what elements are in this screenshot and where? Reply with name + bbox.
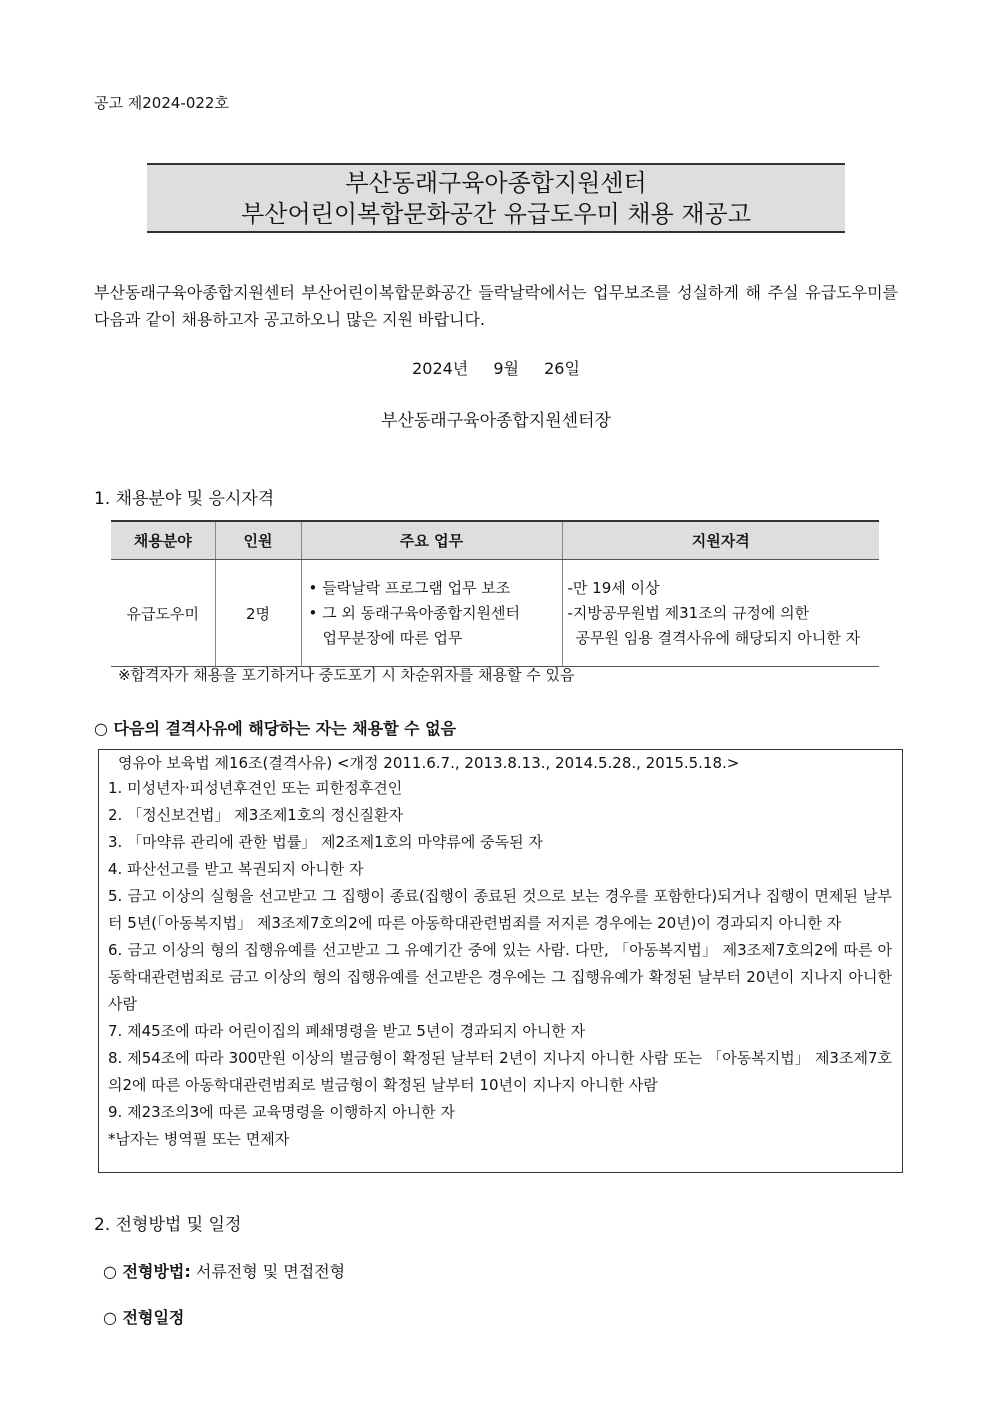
issuer: 부산동래구육아종합지원센터장 <box>381 411 611 431</box>
list-item: 7. 제45조에 따라 어린이집의 폐쇄명령을 받고 5년이 경과되지 아니한 자 <box>108 1022 586 1040</box>
cell-field: 유급도우미 <box>111 560 215 667</box>
date-month: 9월 <box>493 359 519 378</box>
disqualification-heading: ○ 다음의 결격사유에 해당하는 자는 채용할 수 없음 <box>94 719 457 738</box>
section-2-heading: 2. 전형방법 및 일정 <box>94 1215 242 1235</box>
list-item: 9. 제23조의3에 따른 교육명령을 이행하지 아니한 자 <box>108 1103 455 1121</box>
title-line-1: 부산동래구육아종합지원센터 <box>345 169 647 197</box>
date-day: 26일 <box>544 359 580 378</box>
selection-method <box>103 1259 345 1282</box>
header-field: 채용분야 <box>111 521 215 560</box>
intro-paragraph: 부산동래구육아종합지원센터 부산어린이복합문화공간 들락날락에서는 업무보조를 성실하게 해 주실 유급도우미를 다음과 같이 채용하고자 공고하오니 많은 지원 바랍니다. <box>94 283 898 329</box>
table-header-row <box>111 521 879 560</box>
disqualification-law: 영유아 보육법 제16조(결격사유) <개정 2011.6.7., 2013.8.13., 2014.5.28., 2015.5.18.> <box>118 754 740 772</box>
title-line-2: 부산어린이복합문화공간 유급도우미 채용 재공고 <box>241 200 751 228</box>
table-note: ※합격자가 채용을 포기하거나 중도포기 시 차순위자를 채용할 수 있음 <box>118 666 575 684</box>
recruitment-table <box>111 520 879 667</box>
military-service-note: *남자는 병역필 또는 면제자 <box>108 1130 290 1148</box>
list-item: 8. 제54조에 따라 300만원 이상의 벌금형이 확정된 날부터 2년이 지나지 아니한 사람 또는 「아동복지법」 제3조제7호의2에 따른 아동학대관련범죄로 벌금형이 확정된 날부터 10년이 지나지 아니한 사람 <box>108 1049 892 1094</box>
list-item: 3. 「마약류 관리에 관한 법률」 제2조제1호의 마약류에 중독된 자 <box>108 833 543 851</box>
list-item: 1. 미성년자·피성년후견인 또는 피한정후견인 <box>108 779 403 797</box>
notice-number: 공고 제2024-022호 <box>94 94 229 112</box>
qualification-line-1: -만 19세 이상 <box>567 578 660 597</box>
announcement-date <box>0 356 992 379</box>
selection-schedule-label: ○ 전형일정 <box>103 1308 185 1327</box>
duty-line-1: • 들락날락 프로그램 업무 보조 <box>308 578 511 597</box>
list-item: 6. 금고 이상의 형의 집행유예를 선고받고 그 유예기간 중에 있는 사람. 다만, 「아동복지법」 제3조제7호의2에 따른 아동학대관련범죄로 금고 이상의 형의 집행유예를 선고받은 경우에는 그 집행유예가 확정된 날부터 20년이 지나지 아니한 사람 <box>108 941 892 1013</box>
cell-duties <box>301 560 562 667</box>
selection-method-label: ○ 전형방법: <box>103 1262 191 1281</box>
qualification-line-3: 공무원 임용 결격사유에 해당되지 아니한 자 <box>575 628 861 647</box>
duty-line-2: • 그 외 동래구육아종합지원센터 <box>308 603 521 622</box>
disqualification-box <box>98 749 903 1173</box>
cell-qualifications <box>562 560 879 667</box>
section-1-heading: 1. 채용분야 및 응시자격 <box>94 489 275 509</box>
header-qualifications: 지원자격 <box>562 521 879 560</box>
header-count: 인원 <box>215 521 301 560</box>
selection-schedule <box>103 1305 184 1328</box>
list-item: 5. 금고 이상의 실형을 선고받고 그 집행이 종료(집행이 종료된 것으로 보는 경우를 포함한다)되거나 집행이 면제된 날부터 5년(「아동복지법」 제3조제7호의2에 따른 아동학대관련범죄를 저지른 경우에는 20년)이 경과되지 아니한 자 <box>108 887 892 932</box>
selection-method-value: 서류전형 및 면접전형 <box>195 1262 346 1281</box>
list-item: 2. 「정신보건법」 제3조제1호의 정신질환자 <box>108 806 404 824</box>
table-row <box>111 560 879 667</box>
qualification-line-2: -지방공무원법 제31조의 규정에 의한 <box>567 603 810 622</box>
header-duties: 주요 업무 <box>301 521 562 560</box>
duty-line-3: 업무분장에 따른 업무 <box>322 628 463 647</box>
cell-count: 2명 <box>215 560 301 667</box>
date-year: 2024년 <box>412 359 469 378</box>
list-item: 4. 파산선고를 받고 복권되지 아니한 자 <box>108 860 364 878</box>
announcement-title-box <box>147 163 845 233</box>
